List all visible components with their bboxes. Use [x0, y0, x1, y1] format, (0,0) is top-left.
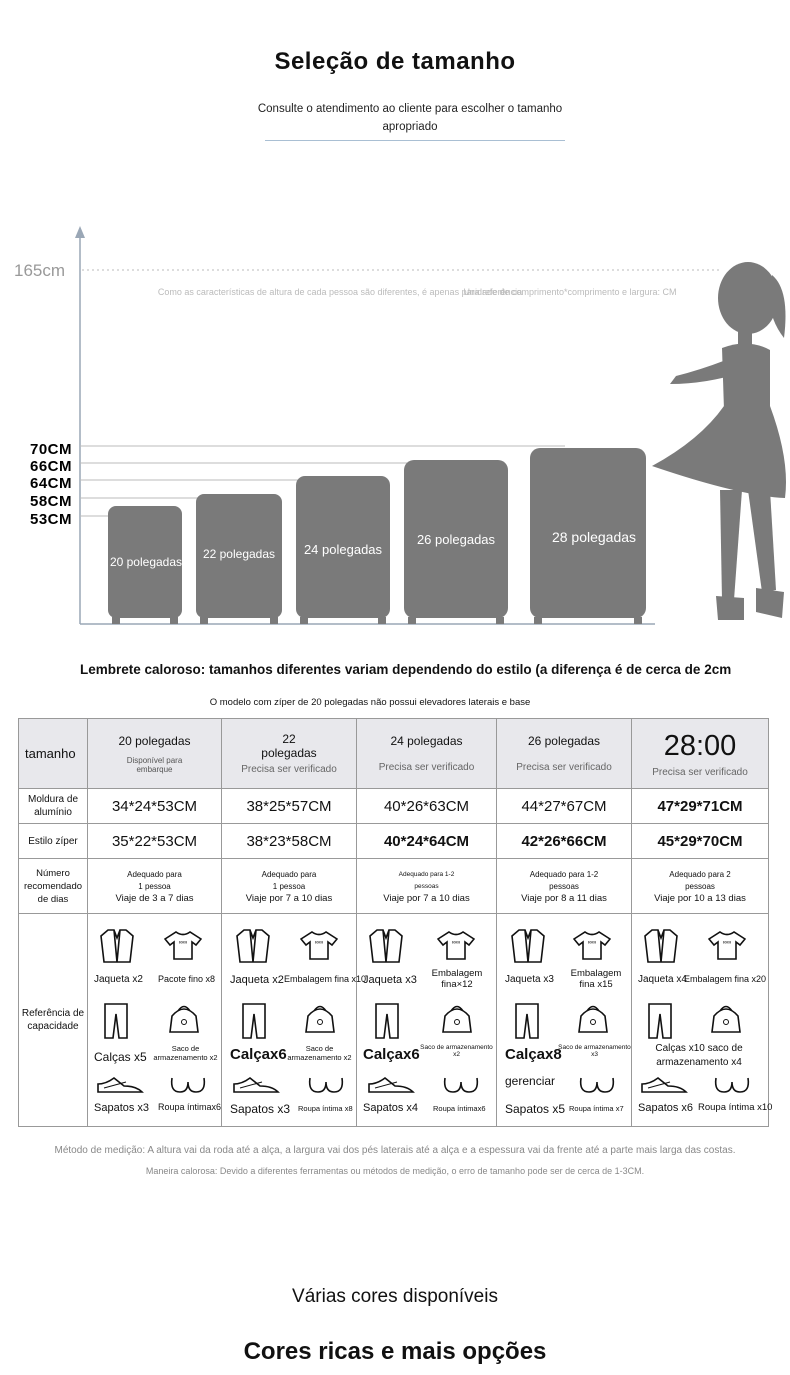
- capacity-20: [88, 914, 222, 1127]
- reminder-tip: Lembrete caloroso: tamanhos diferentes variam dependendo do estilo (a diferença é de cerca de 2cm: [80, 662, 732, 677]
- capacity-28: [632, 914, 773, 1127]
- days-28: [632, 859, 769, 914]
- bra-icon: [306, 1074, 346, 1096]
- cap-24-jacket: Jaqueta x3: [363, 974, 417, 986]
- frame-22: 38*25*57CM: [222, 789, 357, 824]
- cap-24-pants: Calçax6: [363, 1046, 420, 1063]
- svg-text:∞∞: ∞∞: [178, 940, 188, 946]
- storage-bag-icon: [577, 1002, 609, 1036]
- jacket-icon: [236, 928, 270, 964]
- table-header-row: [19, 719, 769, 789]
- svg-text:∞∞: ∞∞: [722, 940, 732, 946]
- cap-28-shirt: Embalagem fina x20: [684, 974, 767, 984]
- svg-text:∞∞: ∞∞: [314, 940, 324, 946]
- col-22-name: 22 polegadas: [261, 732, 317, 760]
- col-28-sub: Precisa ser verificado: [652, 766, 748, 778]
- jacket-icon: [100, 928, 134, 964]
- pants-icon: [646, 1002, 674, 1040]
- days-24-text: Viaje por 7 a 10 dias: [383, 892, 470, 904]
- cap-28-pants: Calças x10 saco de armazenamento x4: [655, 1043, 743, 1068]
- zipper-28: 45*29*70CM: [632, 824, 769, 859]
- days-22: [222, 859, 357, 914]
- bra-icon: [441, 1074, 481, 1096]
- col-26-name: 26 polegadas: [527, 734, 601, 748]
- zipper-24: 40*24*64CM: [357, 824, 497, 859]
- jacket-icon: [369, 928, 403, 964]
- bra-icon: [712, 1074, 752, 1096]
- cap-24-shirt: Embalagem fina×12: [431, 968, 483, 990]
- suitcase-26: 26 polegadas: [416, 532, 496, 547]
- zipper-row: [19, 824, 769, 859]
- cap-22-bra: Roupa íntima x8: [298, 1104, 353, 1113]
- size-header: tamanho: [19, 719, 88, 789]
- people-26: Adequado para 1-2 pessoas: [529, 869, 599, 891]
- pants-icon: [373, 1002, 401, 1040]
- height-64: 64CM: [30, 475, 73, 492]
- page-title: Seleção de tamanho: [274, 48, 516, 75]
- colors-heading: Várias cores disponíveis: [292, 1286, 498, 1307]
- cap-24-shoes: Sapatos x4: [363, 1102, 419, 1114]
- pants-icon: [102, 1002, 130, 1040]
- cap-22-jacket: Jaqueta x2: [230, 974, 284, 986]
- days-26-text: Viaje por 8 a 11 dias: [521, 892, 607, 904]
- col-24: [357, 719, 497, 789]
- pants-icon: [240, 1002, 268, 1040]
- cap-26-pants: Calçax8: [505, 1046, 562, 1063]
- size-comparison-illustration: [0, 220, 790, 640]
- chart-note-right: [463, 287, 676, 297]
- bra-icon: [168, 1074, 208, 1096]
- days-20: [88, 859, 222, 914]
- cap-28-bra: Roupa íntima x10: [698, 1102, 773, 1113]
- col-26: [497, 719, 632, 789]
- suitcase-20: 20 polegadas: [109, 555, 183, 569]
- height-70: 70CM: [30, 441, 73, 458]
- divider: [265, 140, 565, 141]
- tshirt-icon: [300, 930, 338, 960]
- cap-26-shoes: Sapatos x5: [505, 1102, 566, 1116]
- height-53: 53CM: [30, 511, 73, 528]
- frame-label: Moldura de alumínio: [19, 789, 88, 824]
- storage-bag-icon: [168, 1002, 200, 1036]
- svg-text:∞∞: ∞∞: [451, 940, 461, 946]
- col-28: [632, 719, 769, 789]
- size-table: [18, 718, 773, 1127]
- col-20-name: 20 polegadas: [118, 733, 191, 748]
- capacity-24: [357, 914, 497, 1127]
- cap-24-bag: Saco de armazenamento x2: [420, 1044, 493, 1058]
- frame-26: 44*27*67CM: [497, 789, 632, 824]
- days-row: [19, 859, 769, 914]
- reminder-note: O modelo com zíper de 20 polegadas não possui elevadores laterais e base: [209, 697, 531, 708]
- col-22-sub: Precisa ser verificado: [241, 764, 337, 775]
- cap-20-shirt: Pacote fino x8: [158, 974, 216, 984]
- storage-bag-icon: [441, 1002, 473, 1036]
- col-24-name: 24 polegadas: [390, 734, 463, 748]
- days-28-text: Viaje por 10 a 13 dias: [654, 892, 746, 904]
- suitcase-22: 22 polegadas: [202, 547, 276, 561]
- cap-24-bra: Roupa íntimax6: [433, 1104, 486, 1113]
- cap-26-pants2: gerenciar: [505, 1074, 556, 1088]
- colors-subheading: Cores ricas e mais opções: [243, 1338, 547, 1365]
- frame-row: [19, 789, 769, 824]
- frame-20: 34*24*53CM: [88, 789, 222, 824]
- cap-20-jacket: Jaqueta x2: [94, 974, 143, 985]
- frame-24: 40*26*63CM: [357, 789, 497, 824]
- cap-20-bag: Saco de armazenamento x2: [153, 1044, 218, 1062]
- days-22-text: Viaje por 7 a 10 dias: [245, 892, 333, 904]
- people-28: Adequado para 2 pessoas: [669, 869, 731, 891]
- cap-22-pants: Calçax6: [230, 1046, 287, 1063]
- sneaker-icon: [232, 1074, 280, 1096]
- storage-bag-icon: [710, 1002, 742, 1036]
- cap-26-shirt: Embalagem fina x15: [570, 968, 622, 990]
- sneaker-icon: [367, 1074, 415, 1096]
- jacket-icon: [511, 928, 545, 964]
- col-20: [88, 719, 222, 789]
- col-20-sub: Disponível para embarque: [126, 755, 183, 774]
- cap-20-bra: Roupa íntimax6: [158, 1102, 222, 1112]
- jacket-icon: [644, 928, 678, 964]
- people-24: Adequado para 1-2 pessoas: [398, 870, 455, 890]
- chart-note-left-text: Como as características de altura de cada pessoa são diferentes, é apenas para referência: [157, 287, 523, 297]
- cap-28-shoes: Sapatos x6: [638, 1102, 694, 1114]
- sneaker-icon: [96, 1074, 144, 1096]
- zipper-20: 35*22*53CM: [88, 824, 222, 859]
- capacity-26: [497, 914, 632, 1127]
- suitcase-28: 28 polegadas: [551, 529, 637, 545]
- cap-20-shoes: Sapatos x3: [94, 1102, 150, 1114]
- cap-26-bra: Roupa íntima x7: [569, 1104, 624, 1113]
- cap-22-shoes: Sapatos x3: [230, 1102, 291, 1116]
- capacity-row: [19, 914, 769, 1127]
- tshirt-icon: [708, 930, 746, 960]
- chart-note-right-text: Unidade de comprimento*comprimento e largura: CM: [463, 287, 677, 297]
- bra-icon: [577, 1074, 617, 1096]
- col-24-sub: Precisa ser verificado: [378, 762, 475, 773]
- height-66: 66CM: [30, 458, 73, 475]
- zipper-26: 42*26*66CM: [497, 824, 632, 859]
- people-20: Adequado para 1 pessoa: [127, 869, 182, 891]
- sneaker-icon: [640, 1074, 688, 1096]
- cap-22-bag: Saco de armazenamento x2: [287, 1044, 352, 1062]
- suitcase-24: 24 polegadas: [303, 542, 383, 557]
- woman-silhouette-icon: [652, 262, 786, 620]
- svg-text:∞∞: ∞∞: [587, 940, 597, 946]
- height-58: 58CM: [30, 493, 73, 510]
- col-22: [222, 719, 357, 789]
- cap-26-bag: Saco de armazenamento x3: [558, 1044, 631, 1058]
- frame-28: 47*29*71CM: [632, 789, 769, 824]
- cap-26-jacket: Jaqueta x3: [505, 974, 554, 985]
- days-label: Número recomendado de dias: [19, 859, 88, 914]
- zipper-label: Estilo zíper: [19, 824, 88, 859]
- height-label-165: 165cm: [14, 261, 66, 280]
- zipper-22: 38*23*58CM: [222, 824, 357, 859]
- people-22: Adequado para 1 pessoa: [261, 869, 317, 891]
- col-28-name: 28:00: [663, 729, 737, 762]
- measurement-method: Método de medição: A altura vai da roda até a alça, a largura vai dos pés laterais até a alça e a espessura vai da frente até a parte mais larga das costas.: [54, 1145, 736, 1156]
- days-24: [357, 859, 497, 914]
- tshirt-icon: [164, 930, 202, 960]
- cap-28-jacket: Jaqueta x4: [638, 974, 687, 985]
- pants-icon: [513, 1002, 541, 1040]
- tshirt-icon: [437, 930, 475, 960]
- days-26: [497, 859, 632, 914]
- tshirt-icon: [573, 930, 611, 960]
- capacity-22: [222, 914, 367, 1127]
- col-26-sub: Precisa ser verificado: [516, 762, 612, 773]
- capacity-label: Referência de capacidade: [19, 914, 88, 1127]
- measurement-warning: Maneira calorosa: Devido a diferentes ferramentas ou métodos de medição, o erro de tamanho pode ser de cerca de 1-3CM.: [145, 1166, 645, 1176]
- cap-22-shirt: Embalagem fina x10: [284, 974, 367, 984]
- days-20-text: Viaje de 3 a 7 dias: [115, 892, 194, 904]
- page-subtitle: Consulte o atendimento ao cliente para escolher o tamanho apropriado: [257, 103, 563, 133]
- cap-20-pants: Calças x5: [94, 1050, 147, 1064]
- storage-bag-icon: [304, 1002, 336, 1036]
